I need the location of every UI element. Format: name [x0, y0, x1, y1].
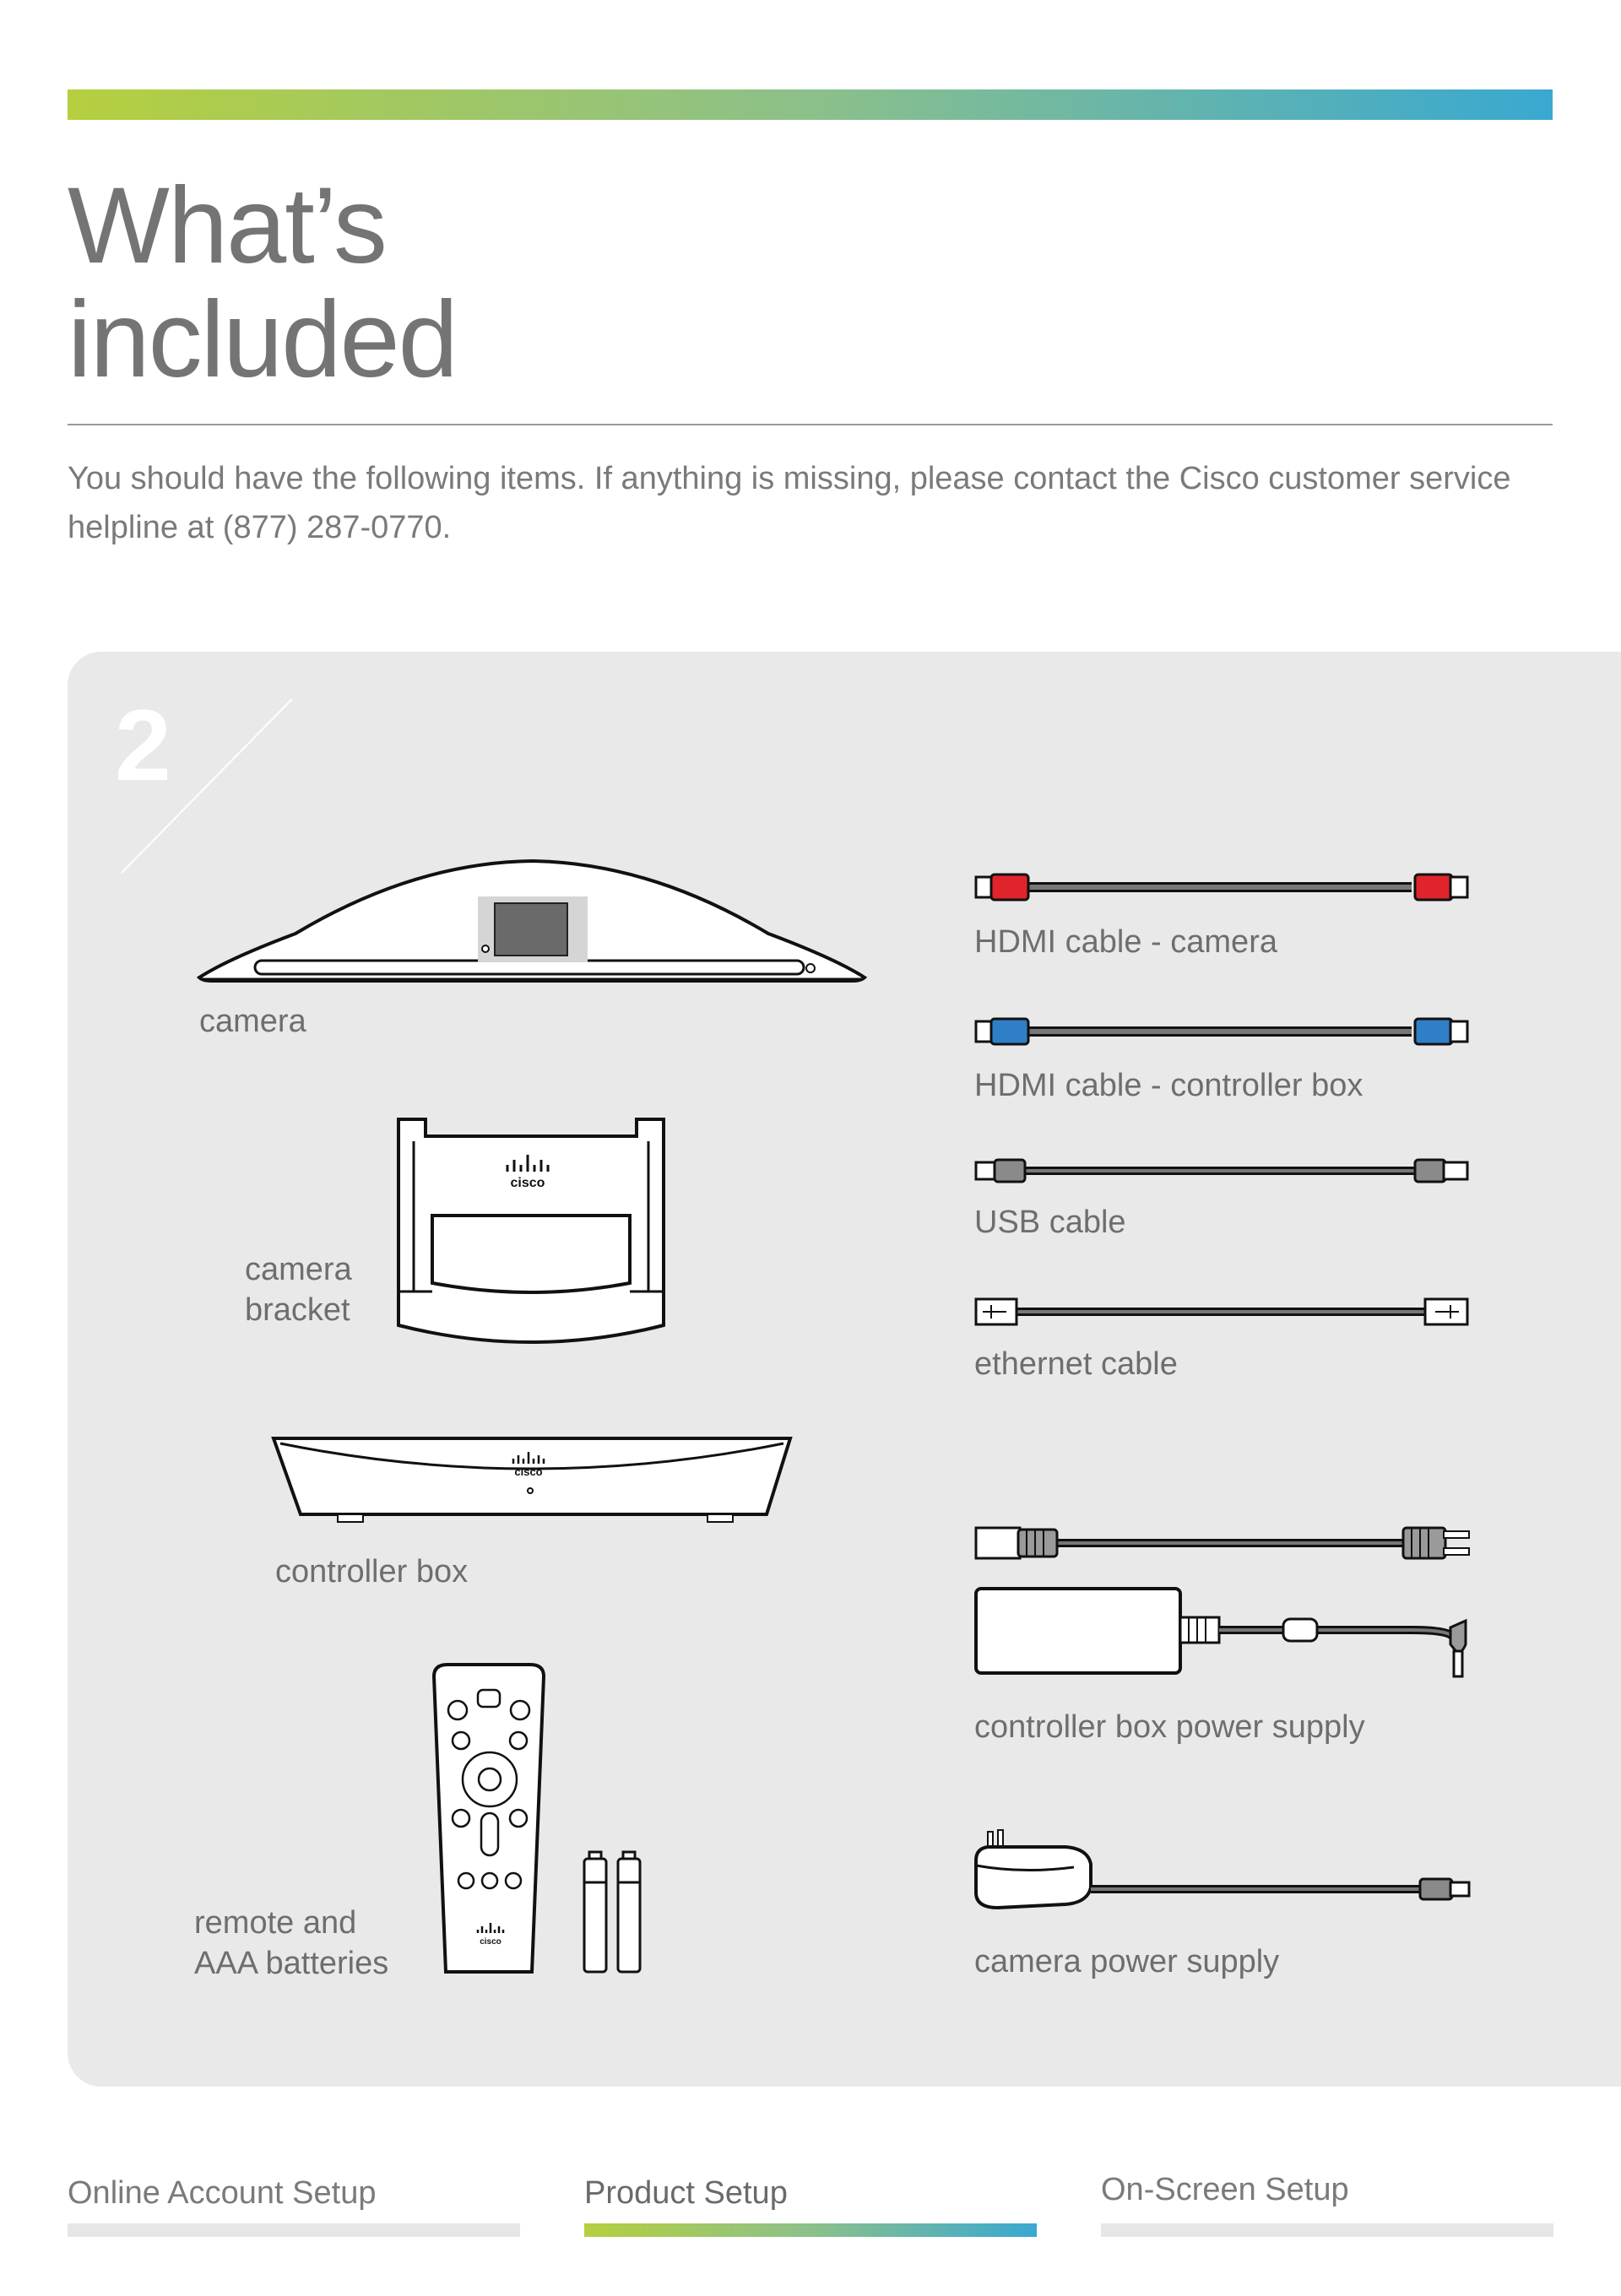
camera-illustration	[194, 853, 870, 988]
aaa-batteries-illustration	[584, 1852, 640, 1972]
hdmi-controller-label: HDMI cable - controller box	[974, 1068, 1363, 1103]
controller-power-supply-label: controller box power supply	[974, 1709, 1365, 1745]
controller-brand-text: cisco	[514, 1465, 543, 1478]
step-number: 2	[115, 689, 171, 802]
page-title	[68, 165, 457, 400]
nav-online-account-setup-bar	[68, 2223, 520, 2237]
hdmi-camera-label: HDMI cable - camera	[974, 924, 1277, 960]
nav-product-setup[interactable]: Product Setup	[584, 2175, 788, 2211]
controller-power-supply-illustration	[973, 1518, 1479, 1695]
hdmi-camera-cable-illustration	[973, 873, 1471, 902]
page-title-line2: included	[68, 279, 457, 400]
camera-bracket-illustration	[393, 1114, 672, 1342]
nav-on-screen-setup[interactable]: On-Screen Setup	[1101, 2172, 1349, 2207]
nav-online-account-setup[interactable]: Online Account Setup	[68, 2175, 377, 2211]
title-divider	[68, 424, 1553, 425]
camera-bracket-label-line2: bracket	[245, 1292, 350, 1328]
remote-label	[194, 1903, 388, 1984]
controller-box-label: controller box	[275, 1554, 469, 1589]
camera-power-supply-label: camera power supply	[974, 1944, 1280, 1979]
remote-illustration	[431, 1660, 650, 1980]
remote-label-line2: AAA batteries	[194, 1946, 389, 1981]
ethernet-cable-label: ethernet cable	[974, 1346, 1178, 1382]
usb-cable-illustration	[973, 1158, 1471, 1183]
camera-label: camera	[199, 1004, 306, 1039]
ethernet-cable-illustration	[973, 1297, 1471, 1327]
remote-brand-text: cisco	[480, 1937, 501, 1947]
camera-power-supply-illustration	[973, 1827, 1479, 1911]
page-title-line1: What’s	[68, 165, 386, 286]
nav-product-setup-bar	[584, 2223, 1037, 2237]
bracket-brand-text: cisco	[510, 1176, 545, 1190]
intro-text: You should have the following items. If anything is missing, please contact the Cisco customer service helpline at (877) 287-0770.	[68, 461, 1511, 545]
hdmi-controller-cable-illustration	[973, 1017, 1471, 1046]
usb-cable-label: USB cable	[974, 1205, 1126, 1240]
camera-bracket-label	[245, 1249, 352, 1330]
nav-on-screen-setup-bar	[1101, 2223, 1553, 2237]
camera-bracket-label-line1: camera	[245, 1252, 352, 1287]
remote-label-line1: remote and	[194, 1905, 357, 1941]
header-gradient-bar	[68, 89, 1553, 120]
controller-box-illustration	[270, 1435, 794, 1528]
